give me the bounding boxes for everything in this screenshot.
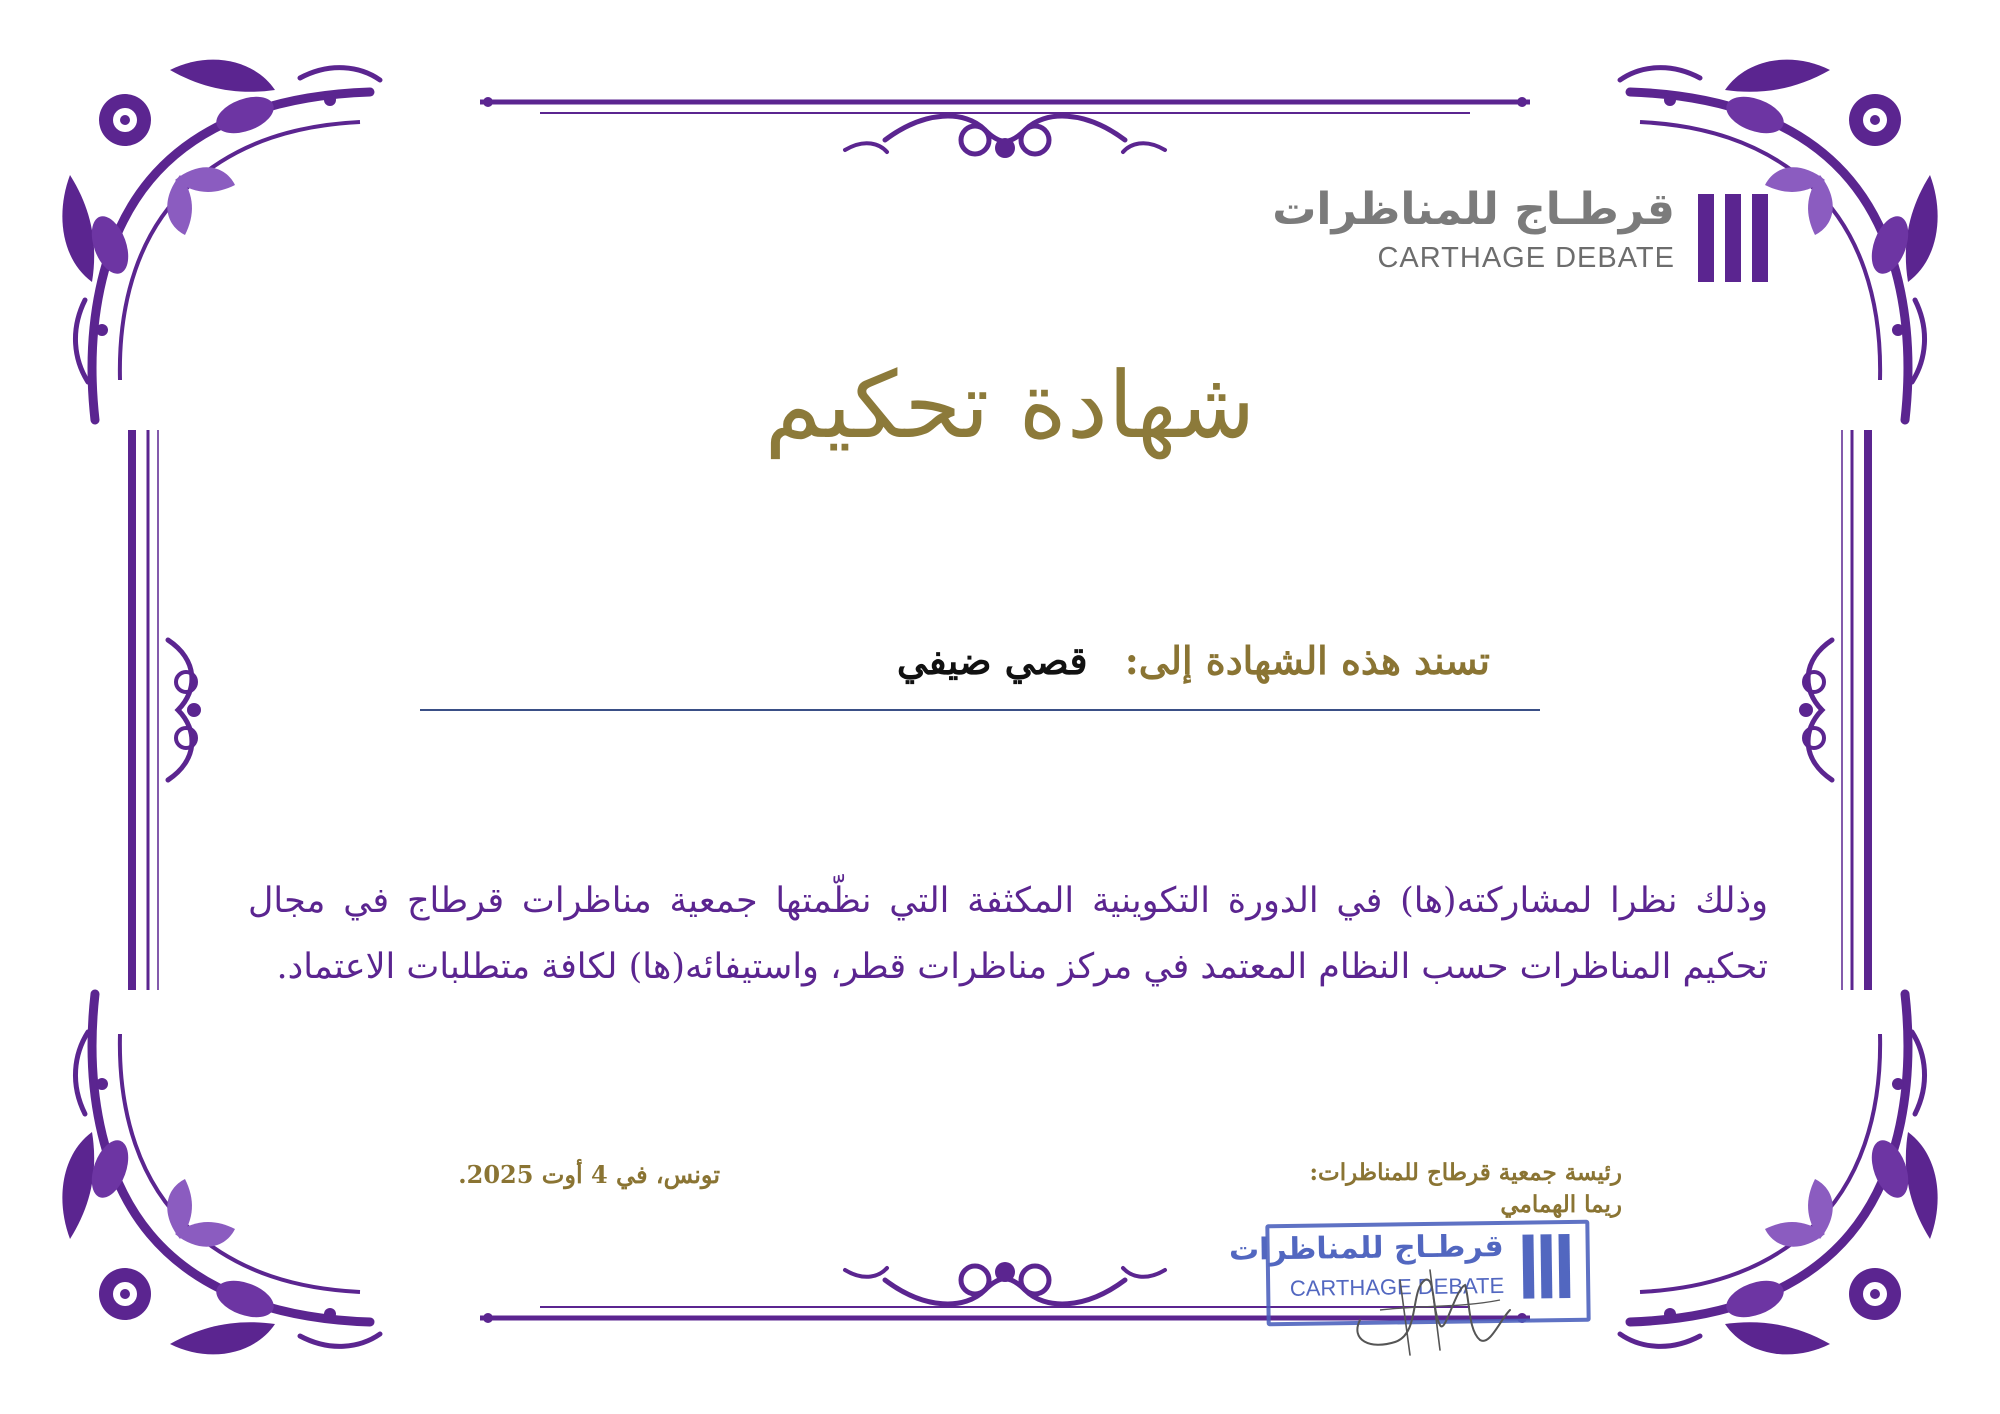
logo-bars-icon: [1698, 194, 1770, 282]
signer-block: [1310, 1157, 1622, 1221]
place-and-date: تونس، في 4 أوت 2025.: [458, 1160, 720, 1189]
recipient-name: قصي ضيفي: [896, 638, 1088, 683]
carthage-debate-logo: [1272, 184, 1780, 290]
certificate-body-text: وذلك نظرا لمشاركته(ها) في الدورة التكوينية المكثفة التي نظّمتها جمعية مناظرات قرطاج في مجال تحكيم المناظرات حسب النظام المعتمد في مركز مناظرات قطر، واستيفائه(ها) لكافة متطلبات الاعتماد.: [248, 881, 1768, 987]
corner-ornament-bottom-right: [1620, 994, 1938, 1354]
corner-ornament-bottom-left: [62, 994, 380, 1354]
stamp-bar-icon: [1522, 1235, 1534, 1299]
stamp-arabic-text: قرطـاج للمناظرات: [1228, 1228, 1504, 1268]
awarded-to-line: [897, 638, 1490, 683]
signer-title: رئيسة جمعية قرطاج للمناظرات:: [1309, 1159, 1622, 1186]
stamp-english-text: CARTHAGE DEBATE: [1289, 1272, 1505, 1301]
signer-name: ريما الهمامي: [1500, 1191, 1622, 1218]
logo-arabic-text: قرطـاج للمناظرات: [1272, 184, 1675, 235]
top-center-motif: [845, 116, 1165, 158]
frame-left-lines: [132, 430, 158, 990]
bottom-center-motif: [845, 1262, 1165, 1304]
frame-right-lines: [1842, 430, 1868, 990]
left-side-motif: [168, 640, 201, 780]
right-side-motif: [1799, 640, 1832, 780]
certificate-title: شهادة تحكيم: [764, 352, 1256, 459]
name-underline: [420, 709, 1540, 711]
logo-english-text: CARTHAGE DEBATE: [1377, 242, 1675, 274]
awarded-label: تسند هذه الشهادة إلى:: [1124, 638, 1490, 683]
handwritten-signature: [1340, 1250, 1520, 1360]
frame-top-lines: [480, 97, 1530, 113]
